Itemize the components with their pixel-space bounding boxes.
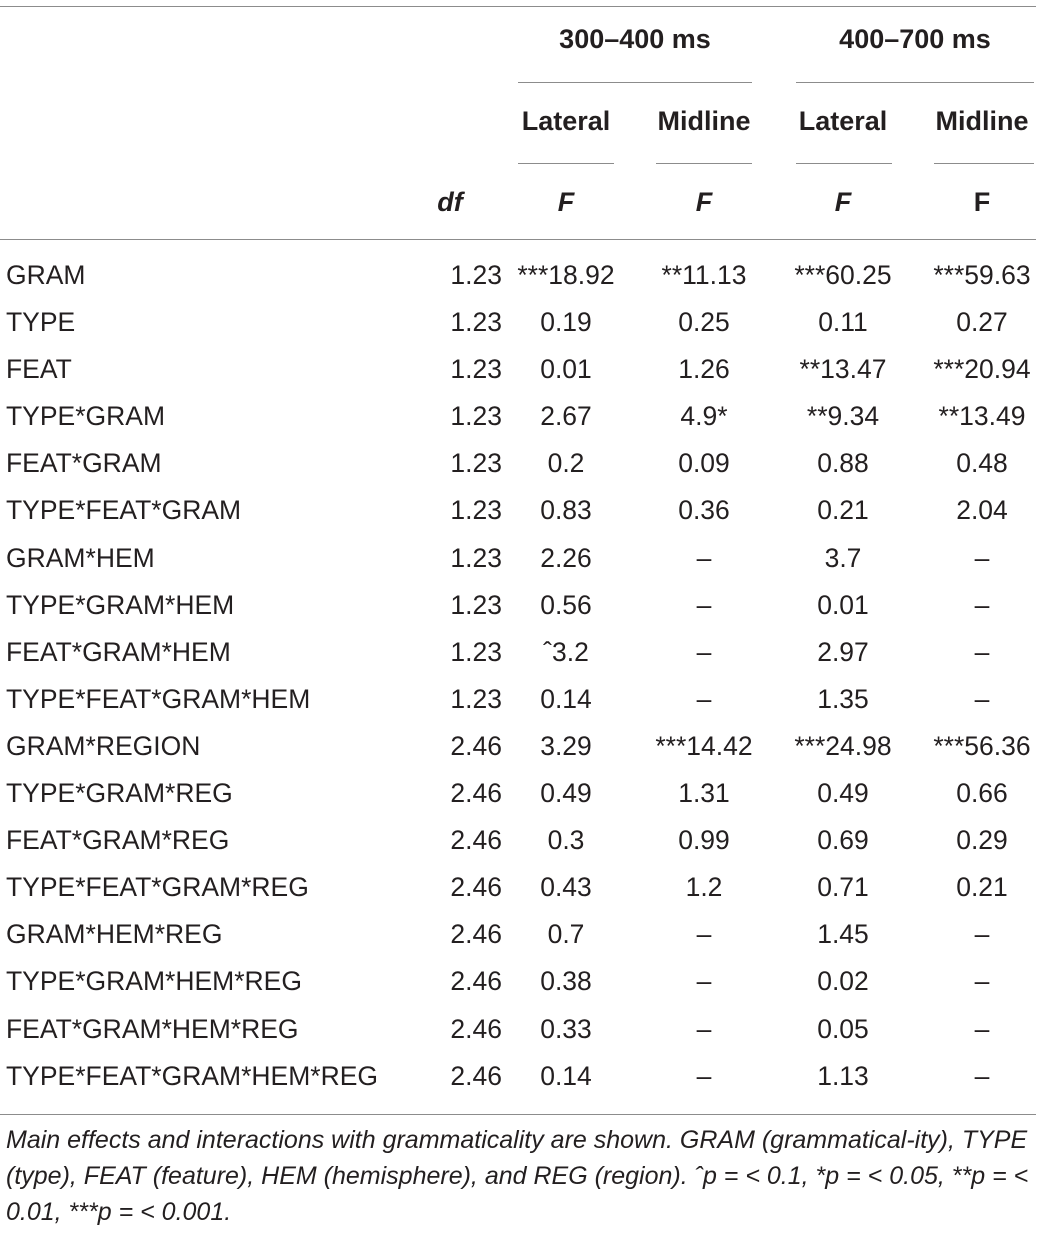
f-value: – [696, 589, 712, 620]
f-value: 1.2 [685, 872, 723, 903]
df-value: 1.23 [450, 542, 502, 573]
f-value: 0.05 [817, 1013, 869, 1044]
row-label: FEAT*GRAM [6, 448, 162, 479]
f-value: – [974, 1060, 990, 1091]
f-value: ***14.42 [655, 730, 753, 761]
f-value: – [974, 683, 990, 714]
table-row [0, 535, 1040, 582]
group-rule-300-400 [518, 82, 752, 83]
row-label: TYPE*GRAM*HEM [6, 589, 235, 620]
f-value: 0.14 [540, 683, 592, 714]
sub-rule-lateral-2 [796, 163, 892, 164]
f-value: – [974, 919, 990, 950]
f-value: 0.43 [540, 872, 592, 903]
f-value: **13.47 [799, 354, 887, 385]
table-row [0, 770, 1040, 817]
f-value: 0.7 [547, 919, 585, 950]
df-value: 1.23 [450, 354, 502, 385]
table-row [0, 440, 1040, 487]
table-row [0, 299, 1040, 346]
f-value: 0.83 [540, 495, 592, 526]
f-value: – [696, 1013, 712, 1044]
df-value: 1.23 [450, 495, 502, 526]
f-value: – [974, 589, 990, 620]
df-header: df [437, 187, 463, 217]
f-header-2: F [695, 187, 713, 217]
row-label: TYPE*FEAT*GRAM*HEM [6, 683, 311, 714]
df-value: 2.46 [450, 919, 502, 950]
f-value: 3.29 [540, 730, 592, 761]
row-label: TYPE*FEAT*GRAM*REG [6, 872, 309, 903]
table-row [0, 346, 1040, 393]
sub-rule-midline-2 [934, 163, 1034, 164]
f-value: – [974, 1013, 990, 1044]
f-value: 0.88 [817, 448, 869, 479]
df-value: 1.23 [450, 448, 502, 479]
row-label: FEAT [6, 354, 72, 385]
table-body [0, 252, 1040, 1100]
f-value: – [974, 966, 990, 997]
f-value: ***18.92 [517, 260, 615, 290]
f-header-4: F [973, 187, 991, 217]
sub-header-lateral-2: Lateral [798, 106, 888, 136]
f-value: ˆ3.2 [543, 636, 589, 667]
row-label: GRAM*REGION [6, 730, 201, 761]
sub-rule-midline-1 [656, 163, 752, 164]
f-value: ***56.36 [933, 730, 1031, 761]
f-value: 0.71 [817, 872, 869, 903]
group-header-300-400: 300–400 ms [559, 24, 711, 54]
row-label: TYPE*FEAT*GRAM*HEM*REG [6, 1060, 379, 1091]
group-header-400-700: 400–700 ms [839, 24, 991, 54]
row-label: FEAT*GRAM*HEM [6, 636, 231, 667]
df-value: 1.23 [450, 307, 502, 338]
f-value: – [974, 636, 990, 667]
f-value: 1.26 [678, 354, 730, 385]
f-value: 0.66 [956, 778, 1008, 809]
table-row [0, 487, 1040, 534]
f-value: 1.45 [817, 919, 869, 950]
table-row [0, 723, 1040, 770]
table-row [0, 1006, 1040, 1053]
f-value: 0.27 [956, 307, 1008, 338]
top-rule [0, 6, 1036, 7]
f-value: 0.21 [956, 872, 1008, 903]
f-value: 3.7 [824, 542, 862, 573]
table-row [0, 676, 1040, 723]
table-row [0, 817, 1040, 864]
f-value: 2.04 [956, 495, 1008, 526]
f-value: – [696, 966, 712, 997]
f-value: **11.13 [661, 260, 747, 290]
f-value: 1.13 [817, 1060, 869, 1091]
row-label: TYPE [6, 307, 76, 338]
table-row [0, 393, 1040, 440]
f-value: – [696, 542, 712, 573]
f-value: – [974, 542, 990, 573]
f-value: 0.14 [540, 1060, 592, 1091]
f-value: 0.11 [818, 307, 868, 338]
df-value: 2.46 [450, 1060, 502, 1091]
df-value: 1.23 [450, 401, 502, 432]
f-value: 0.56 [540, 589, 592, 620]
header-rule [0, 239, 1036, 240]
group-rule-400-700 [796, 82, 1034, 83]
f-value: 2.26 [540, 542, 592, 573]
sub-header-midline-1: Midline [657, 106, 751, 136]
f-value: 4.9* [680, 401, 728, 432]
f-value: 1.31 [678, 778, 730, 809]
row-label: GRAM [6, 260, 86, 290]
f-value: 0.48 [956, 448, 1008, 479]
f-value: – [696, 683, 712, 714]
df-value: 1.23 [450, 683, 502, 714]
table-footnote: Main effects and interactions with grammaticality are shown. GRAM (grammatical-ity), TYPE (type), FEAT (feature), HEM (hemisphere), and REG (region). ˆp = < 0.1, *p = < 0.05, **p = < 0.01, ***p = < 0.001. [6, 1126, 1029, 1226]
table-row [0, 864, 1040, 911]
table-row [0, 1053, 1040, 1100]
f-value: 0.49 [540, 778, 592, 809]
row-label: FEAT*GRAM*HEM*REG [6, 1013, 299, 1044]
f-value: **9.34 [806, 401, 880, 432]
f-value: 0.21 [817, 495, 869, 526]
table-row [0, 252, 1040, 299]
table-row [0, 582, 1040, 629]
f-value: 0.36 [678, 495, 730, 526]
row-label: FEAT*GRAM*REG [6, 825, 230, 856]
sub-rule-lateral-1 [518, 163, 614, 164]
f-value: 0.99 [678, 825, 730, 856]
f-value: 0.01 [817, 589, 869, 620]
df-value: 2.46 [450, 1013, 502, 1044]
f-value: 0.33 [540, 1013, 592, 1044]
f-value: 0.3 [547, 825, 585, 856]
f-value: 0.29 [956, 825, 1008, 856]
f-value: 1.35 [817, 683, 869, 714]
f-value: 0.19 [540, 307, 592, 338]
sub-header-midline-2: Midline [935, 106, 1029, 136]
f-value: 0.25 [678, 307, 730, 338]
f-value: – [696, 636, 712, 667]
f-value: ***24.98 [794, 730, 892, 761]
df-value: 2.46 [450, 966, 502, 997]
f-value: ***60.25 [794, 260, 892, 290]
df-value: 2.46 [450, 825, 502, 856]
f-value: – [696, 919, 712, 950]
f-value: – [696, 1060, 712, 1091]
df-value: 2.46 [450, 778, 502, 809]
f-value: 0.2 [547, 448, 585, 479]
df-value: 1.23 [450, 260, 502, 290]
f-value: ***59.63 [933, 260, 1031, 290]
row-label: TYPE*GRAM*REG [6, 778, 233, 809]
table-row [0, 958, 1040, 1005]
f-value: 0.02 [817, 966, 869, 997]
bottom-rule [0, 1114, 1036, 1115]
row-label: TYPE*GRAM*HEM*REG [6, 966, 302, 997]
row-label: TYPE*FEAT*GRAM [6, 495, 242, 526]
row-label: TYPE*GRAM [6, 401, 166, 432]
df-value: 2.46 [450, 872, 502, 903]
f-header-1: F [557, 187, 575, 217]
row-label: GRAM*HEM*REG [6, 919, 223, 950]
f-header-3: F [834, 187, 852, 217]
f-value: 0.69 [817, 825, 869, 856]
f-value: ***20.94 [933, 354, 1031, 385]
f-value: 0.09 [678, 448, 730, 479]
table-row [0, 911, 1040, 958]
df-value: 2.46 [450, 730, 502, 761]
f-value: 0.01 [540, 354, 592, 385]
f-value: 0.38 [540, 966, 592, 997]
df-value: 1.23 [450, 636, 502, 667]
f-value: 2.67 [540, 401, 592, 432]
f-value: 2.97 [817, 636, 869, 667]
df-value: 1.23 [450, 589, 502, 620]
sub-header-lateral-1: Lateral [521, 106, 611, 136]
f-value: **13.49 [938, 401, 1026, 432]
f-value: 0.49 [817, 778, 869, 809]
table-row [0, 629, 1040, 676]
row-label: GRAM*HEM [6, 542, 155, 573]
